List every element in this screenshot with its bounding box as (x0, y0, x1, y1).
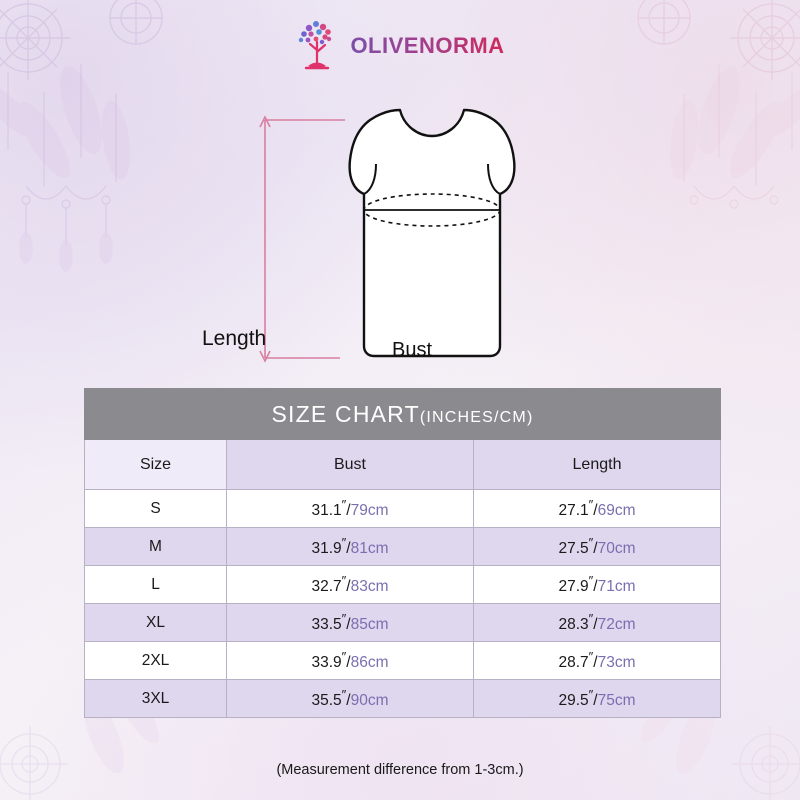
bust-label: Bust (392, 339, 433, 361)
table-title-unit: (INCHES/CM) (419, 408, 534, 426)
cell-length (474, 680, 721, 718)
brand-header (0, 18, 800, 74)
cell-length (474, 528, 721, 566)
bust-cm: 83cm (350, 578, 389, 596)
table-row (85, 490, 721, 528)
cell-size: 2XL (85, 642, 227, 680)
cell-length (474, 490, 721, 528)
length-inches: 27.9 (558, 578, 589, 596)
size-chart-table (84, 388, 721, 718)
cell-length (474, 642, 721, 680)
bust-inches: 31.1 (311, 502, 342, 520)
cell-bust (227, 490, 474, 528)
bust-cm: 90cm (350, 692, 389, 710)
column-header-length: Length (474, 440, 721, 490)
cell-length (474, 566, 721, 604)
cell-bust (227, 642, 474, 680)
length-cm: 72cm (597, 616, 636, 634)
length-inches: 28.3 (558, 616, 589, 634)
cell-size: S (85, 490, 227, 528)
slash: / (593, 578, 598, 596)
bust-cm: 85cm (350, 616, 389, 634)
cell-bust (227, 566, 474, 604)
bust-inches: 35.5 (311, 692, 342, 710)
cell-bust (227, 528, 474, 566)
length-cm: 69cm (597, 502, 636, 520)
tree-of-life-icon (295, 18, 341, 74)
inch-mark: ″ (341, 534, 347, 550)
length-label: Length (202, 327, 267, 350)
table-title-cell (85, 389, 721, 440)
bust-inches: 32.7 (311, 578, 342, 596)
table-row (85, 528, 721, 566)
cell-size: M (85, 528, 227, 566)
cell-size: L (85, 566, 227, 604)
vertical-measure-arrow-icon (260, 117, 345, 361)
brand-name: OLIVENORMA (350, 33, 505, 58)
bust-inches: 33.5 (311, 616, 342, 634)
inch-mark: ″ (341, 686, 347, 702)
length-cm: 71cm (597, 578, 636, 596)
slash: / (346, 692, 351, 710)
table-row (85, 566, 721, 604)
length-cm: 70cm (597, 540, 636, 558)
bust-cm: 79cm (350, 502, 389, 520)
inch-mark: ″ (341, 648, 347, 664)
slash: / (346, 502, 351, 520)
garment-illustration (0, 98, 800, 373)
table-header-row (85, 440, 721, 490)
bust-inches: 31.9 (311, 540, 342, 558)
length-inches: 29.5 (558, 692, 589, 710)
slash: / (593, 502, 598, 520)
inch-mark: ″ (588, 572, 594, 588)
table-row (85, 642, 721, 680)
inch-mark: ″ (341, 610, 347, 626)
slash: / (593, 540, 598, 558)
table-row (85, 680, 721, 718)
cell-bust (227, 604, 474, 642)
slash: / (346, 616, 351, 634)
column-header-size: Size (85, 440, 227, 490)
inch-mark: ″ (588, 534, 594, 550)
tank-top-icon (350, 110, 515, 356)
cell-bust (227, 680, 474, 718)
bust-inches: 33.9 (311, 654, 342, 672)
column-header-bust: Bust (227, 440, 474, 490)
length-cm: 75cm (597, 692, 636, 710)
bust-cm: 81cm (350, 540, 389, 558)
slash: / (593, 616, 598, 634)
inch-mark: ″ (588, 496, 594, 512)
length-cm: 73cm (597, 654, 636, 672)
slash: / (593, 654, 598, 672)
table-row (85, 604, 721, 642)
slash: / (593, 692, 598, 710)
length-inches: 27.5 (558, 540, 589, 558)
bust-cm: 86cm (350, 654, 389, 672)
table-title-row (85, 389, 721, 440)
measurement-footnote: (Measurement difference from 1-3cm.) (276, 762, 524, 778)
inch-mark: ″ (341, 572, 347, 588)
inch-mark: ″ (588, 686, 594, 702)
slash: / (346, 654, 351, 672)
cell-size: XL (85, 604, 227, 642)
slash: / (346, 578, 351, 596)
slash: / (346, 540, 351, 558)
inch-mark: ″ (588, 648, 594, 664)
cell-length (474, 604, 721, 642)
inch-mark: ″ (588, 610, 594, 626)
cell-size: 3XL (85, 680, 227, 718)
length-inches: 27.1 (558, 502, 589, 520)
inch-mark: ″ (341, 496, 347, 512)
length-inches: 28.7 (558, 654, 589, 672)
table-title: SIZE CHART (271, 400, 420, 427)
